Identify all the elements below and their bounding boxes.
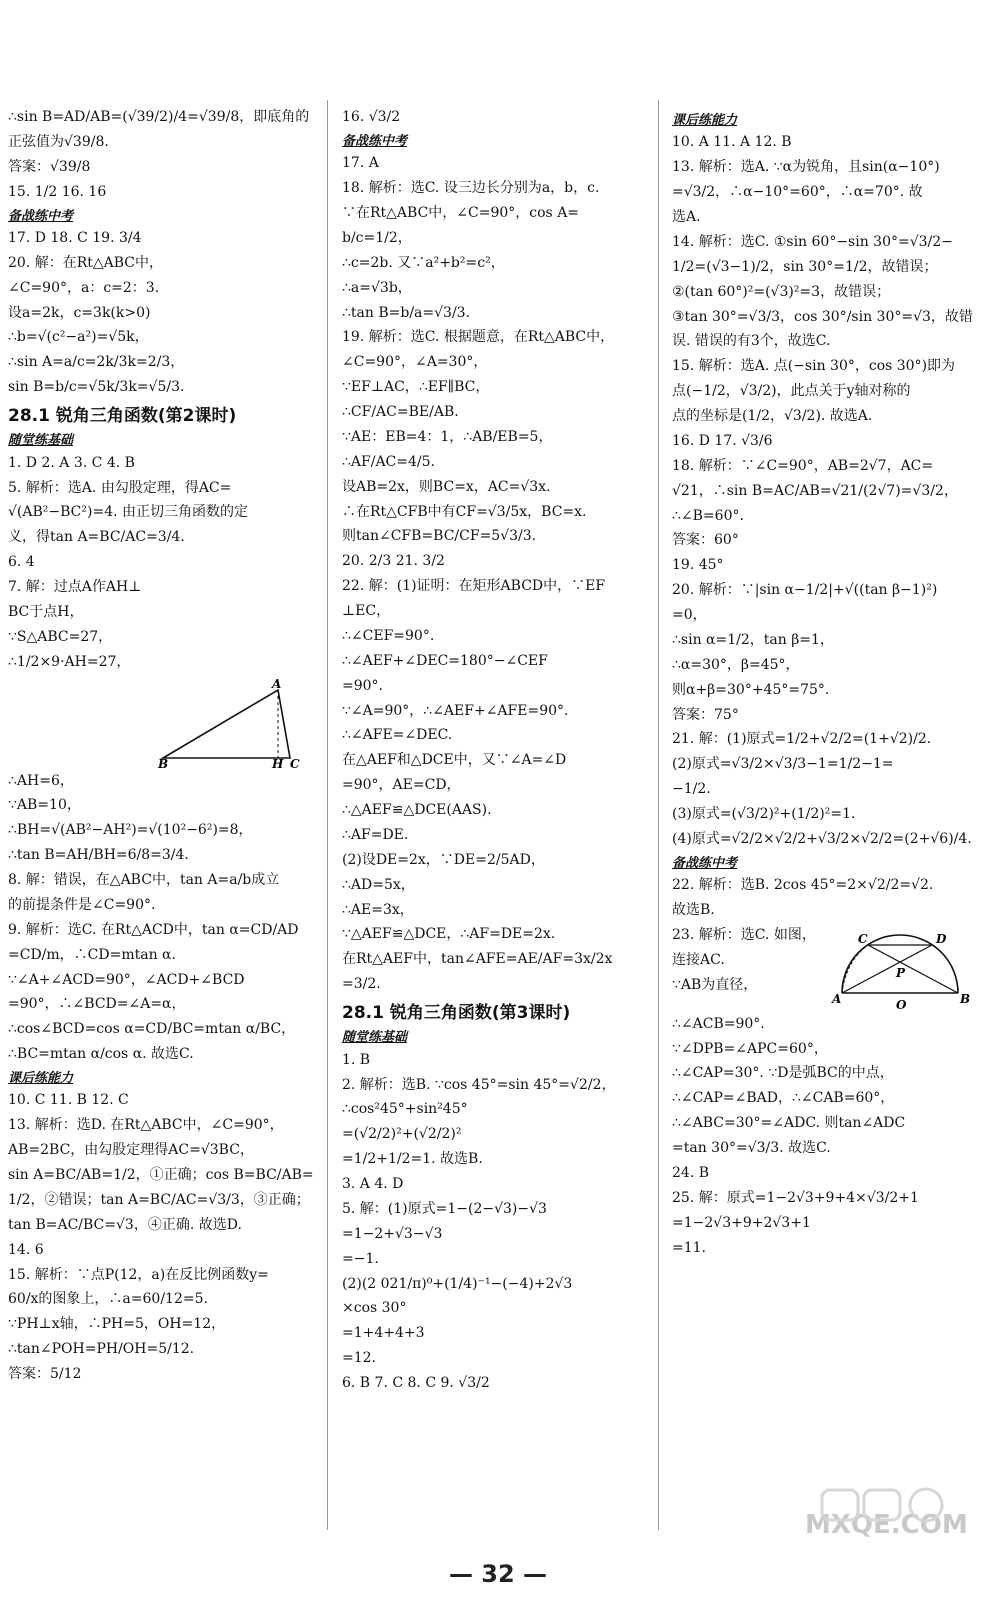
answer-column-3 bbox=[672, 108, 988, 1263]
answer-line: 故选B. bbox=[672, 902, 715, 919]
svg-text:O: O bbox=[896, 997, 907, 1012]
answer-line: sin A=BC/AB=1/2，①正确；cos B=BC/AB= bbox=[8, 1167, 314, 1184]
answer-line: =tan 30°=√3/3. 故选C. bbox=[672, 1140, 831, 1157]
answer-line: (3)原式=(√3/2)²+(1/2)²=1. bbox=[672, 806, 856, 823]
answer-line: ∵∠DPB=∠APC=60°， bbox=[672, 1040, 828, 1057]
answer-line: 误. 错误的有3个，故选C. bbox=[672, 333, 831, 350]
answer-line: ∴BH=√(AB²−AH²)=√(10²−6²)=8， bbox=[8, 822, 253, 839]
answer-line: 3. A 4. D bbox=[342, 1176, 404, 1193]
answer-line: 设AB=2x，则BC=x，AC=√3x. bbox=[342, 478, 551, 495]
answer-line: ∵△AEF≌△DCE，∴AF=DE=2x. bbox=[342, 926, 556, 943]
answer-line: ∴a=√3b， bbox=[342, 279, 412, 296]
answer-line: =11. bbox=[672, 1239, 706, 1256]
answer-line: 则α+β=30°+45°=75°. bbox=[672, 681, 830, 698]
answer-line: ∵PH⊥x轴，∴PH=5，OH=12， bbox=[8, 1316, 226, 1333]
section-heading: 28.1 锐角三角函数(第2课时) bbox=[8, 406, 237, 427]
answer-line: ∴AH=6， bbox=[8, 772, 74, 789]
answer-line: 10. A 11. A 12. B bbox=[672, 134, 792, 151]
answer-line: 18. 解析：选C. 设三边长分别为a，b，c. bbox=[342, 180, 600, 197]
answer-line: 16. √3/2 bbox=[342, 109, 401, 125]
answer-line: ∠C=90°，a：c=2：3. bbox=[8, 279, 160, 296]
answer-line: 22. 解析：选B. 2cos 45°=2×√2/2=√2. bbox=[672, 877, 934, 894]
answer-line: 20. 解析：∵|sin α−1/2|+√((tan β−1)²) bbox=[672, 582, 938, 599]
watermark-logo-icon bbox=[820, 1486, 970, 1526]
answer-line: 14. 6 bbox=[8, 1241, 44, 1258]
answer-line: 13. 解析：选D. 在Rt△ABC中，∠C=90°， bbox=[8, 1117, 284, 1134]
answer-line: BC于点H， bbox=[8, 603, 84, 620]
answer-line: ∴∠B=60°. bbox=[672, 507, 744, 524]
answer-line: 25. 解：原式=1−2√3+9+4×√3/2+1 bbox=[672, 1189, 919, 1206]
answer-line: ③tan 30°=√3/3，cos 30°/sin 30°=√3，故错 bbox=[672, 308, 973, 325]
answer-line: 正弦值为√39/8. bbox=[8, 133, 109, 150]
answer-line: 在Rt△AEF中，tan∠AFE=AE/AF=3x/2x bbox=[342, 951, 613, 968]
answer-line: 15. 1/2 16. 16 bbox=[8, 183, 107, 200]
answer-line: AB=2BC，由勾股定理得AC=√3BC， bbox=[8, 1142, 254, 1159]
answer-line: 8. 解：错误，在△ABC中，tan A=a/b成立 bbox=[8, 872, 280, 889]
answer-line: ∵∠A=90°，∴∠AEF+∠AFE=90°. bbox=[342, 702, 569, 719]
answer-line: ∴CF/AC=BE/AB. bbox=[342, 404, 459, 421]
semicircle-figure bbox=[832, 931, 972, 1011]
answer-line: ∴△AEF≌△DCE(AAS). bbox=[342, 802, 492, 819]
section-tag: 备战练中考 bbox=[672, 855, 738, 871]
answer-line: ∴c=2b. 又∵a²+b²=c²， bbox=[342, 254, 505, 271]
answer-line: =0， bbox=[672, 607, 707, 624]
answer-line: ∵EF⊥AC，∴EF∥BC， bbox=[342, 379, 490, 396]
answer-line: 6. B 7. C 8. C 9. √3/2 bbox=[342, 1375, 490, 1392]
answer-line: =CD/m，∴CD=mtan α. bbox=[8, 946, 176, 963]
column-divider bbox=[658, 100, 659, 1530]
answer-line: 义，得tan A=BC/AC=3/4. bbox=[8, 529, 185, 546]
answer-line: (4)原式=√2/2×√2/2+√3/2×√2/2=(2+√6)/4. bbox=[672, 830, 972, 847]
answer-line: ∴AF/AC=4/5. bbox=[342, 453, 435, 470]
answer-column-2 bbox=[342, 108, 642, 1399]
answer-line: =12. bbox=[342, 1350, 376, 1367]
answer-line: 22. 解：(1)证明：在矩形ABCD中，∵EF bbox=[342, 578, 606, 595]
answer-line: 17. A bbox=[342, 155, 379, 172]
answer-line: 60/x的图象上，∴a=60/12=5. bbox=[8, 1291, 208, 1308]
answer-line: ∴∠AFE=∠DEC. bbox=[342, 727, 453, 744]
answer-line: 点的坐标是(1/2，√3/2). 故选A. bbox=[672, 408, 873, 425]
section-tag: 随堂练基础 bbox=[8, 433, 74, 449]
answer-line: 设a=2k，c=3k(k>0) bbox=[8, 304, 151, 321]
answer-line: ∵AE：EB=4：1，∴AB/EB=5， bbox=[342, 428, 553, 445]
answer-line: =√3/2，∴α−10°=60°，∴α=70°. 故 bbox=[672, 184, 923, 201]
answer-line: =1−2+√3−√3 bbox=[342, 1225, 443, 1242]
answer-line: ⊥EC， bbox=[342, 603, 391, 620]
answer-line: sin B=b/c=√5k/3k=√5/3. bbox=[8, 379, 185, 396]
answer-line: (2)原式=√3/2×√3/3−1=1/2−1= bbox=[672, 756, 894, 773]
section-tag: 课后练能力 bbox=[672, 113, 738, 128]
answer-line: 9. 解析：选C. 在Rt△ACD中，tan α=CD/AD bbox=[8, 921, 299, 938]
column-divider bbox=[327, 100, 328, 1530]
answer-line: 17. D 18. C 19. 3/4 bbox=[8, 229, 142, 246]
answer-line: b/c=1/2， bbox=[342, 229, 412, 246]
answer-line: ∴∠ACB=90°. bbox=[672, 1015, 765, 1032]
triangle-figure bbox=[158, 676, 300, 771]
answer-line: 15. 解析：选A. 点(−sin 30°，cos 30°)即为 bbox=[672, 358, 956, 375]
section-tag: 随堂练基础 bbox=[342, 1030, 408, 1046]
answer-line: 6. 4 bbox=[8, 554, 35, 571]
answer-line: ∴∠CAP=∠BAD，∴∠CAB=60°， bbox=[672, 1090, 895, 1107]
answer-line: 23. 解析：选C. 如图， bbox=[672, 927, 816, 944]
answer-line: 答案：√39/8 bbox=[8, 158, 91, 175]
answer-line: 答案：75° bbox=[672, 706, 739, 723]
answer-line: =−1. bbox=[342, 1250, 379, 1267]
answer-line: ∴BC=mtan α/cos α. 故选C. bbox=[8, 1046, 194, 1063]
answer-line: (2)设DE=2x，∵DE=2/5AD， bbox=[342, 851, 545, 868]
answer-line: ∴tan B=b/a=√3/3. bbox=[342, 304, 471, 321]
answer-line: √(AB²−BC²)=4. 由正切三角函数的定 bbox=[8, 504, 248, 521]
answer-line: 20. 2/3 21. 3/2 bbox=[342, 553, 445, 570]
answer-line: √21，∴sin B=AC/AB=√21/(2√7)=√3/2， bbox=[672, 482, 958, 499]
answer-line: 1/2，②错误；tan A=BC/AC=√3/3，③正确； bbox=[8, 1191, 310, 1208]
answer-line: 1. B bbox=[342, 1051, 371, 1068]
answer-line: ∴AE=3x， bbox=[342, 901, 414, 918]
answer-line: 16. D 17. √3/6 bbox=[672, 432, 773, 449]
answer-line: ∴AD=5x， bbox=[342, 876, 415, 893]
answer-line: =3/2. bbox=[342, 976, 381, 993]
answer-line: 24. B bbox=[672, 1164, 710, 1181]
answer-line: ∴tan B=AH/BH=6/8=3/4. bbox=[8, 847, 189, 864]
answer-line: ∴b=√(c²−a²)=√5k， bbox=[8, 329, 149, 346]
answer-line: 7. 解：过点A作AH⊥ bbox=[8, 579, 142, 596]
svg-text:A: A bbox=[272, 676, 282, 691]
answer-line: 10. C 11. B 12. C bbox=[8, 1092, 129, 1109]
answer-line: ∴sin A=a/c=2k/3k=2/3， bbox=[8, 354, 185, 371]
answer-line: ∴1/2×9·AH=27， bbox=[8, 653, 131, 670]
answer-line: 5. 解析：选A. 由勾股定理，得AC= bbox=[8, 479, 232, 496]
svg-text:C: C bbox=[290, 756, 300, 771]
answer-line: 19. 45° bbox=[672, 557, 724, 574]
answer-line: ∴在Rt△CFB中有CF=√3/5x，BC=x. bbox=[342, 503, 587, 520]
answer-line: ∴cos²45°+sin²45° bbox=[342, 1101, 468, 1118]
svg-text:A: A bbox=[832, 991, 842, 1006]
answer-line: ∴AF=DE. bbox=[342, 826, 409, 843]
answer-line: ∵AB=10， bbox=[8, 797, 81, 814]
answer-line: ×cos 30° bbox=[342, 1300, 407, 1317]
answer-line: =90°，∴∠BCD=∠A=α， bbox=[8, 996, 186, 1013]
svg-text:B: B bbox=[960, 991, 971, 1006]
answer-line: 5. 解：(1)原式=1−(2−√3)−√3 bbox=[342, 1200, 547, 1217]
answer-line: 18. 解析：∵∠C=90°，AB=2√7，AC= bbox=[672, 457, 934, 474]
answer-line: 答案：5/12 bbox=[8, 1366, 82, 1383]
answer-line: ∵AB为直径， bbox=[672, 976, 758, 993]
watermark-text: MXQE.COM bbox=[805, 1510, 968, 1540]
answer-line: ∵∠A+∠ACD=90°，∠ACD+∠BCD bbox=[8, 971, 245, 988]
section-tag: 备战练中考 bbox=[8, 208, 74, 224]
answer-line: tan B=AC/BC=√3，④正确. 故选D. bbox=[8, 1216, 242, 1233]
answer-line: ∴∠CAP=30°. ∵D是弧BC的中点， bbox=[672, 1065, 894, 1082]
svg-text:H: H bbox=[272, 756, 284, 771]
answer-line: ∵在Rt△ABC中，∠C=90°，cos A= bbox=[342, 205, 580, 222]
answer-line: =90°. bbox=[342, 677, 383, 694]
answer-line: ∴∠CEF=90°. bbox=[342, 627, 435, 644]
answer-line: 选A. bbox=[672, 209, 701, 226]
answer-line: 的前提条件是∠C=90°. bbox=[8, 896, 156, 913]
answer-line: 答案：60° bbox=[672, 532, 739, 549]
answer-line: =1/2+1/2=1. 故选B. bbox=[342, 1151, 483, 1168]
page-number: — 32 — bbox=[448, 1560, 548, 1588]
answer-line: 在△AEF和△DCE中，又∵∠A=∠D bbox=[342, 752, 567, 769]
answer-line: =1−2√3+9+2√3+1 bbox=[672, 1214, 811, 1231]
section-tag: 备战练中考 bbox=[342, 133, 408, 149]
answer-line: ∴∠AEF+∠DEC=180°−∠CEF bbox=[342, 652, 548, 669]
answer-line: ∴sin B=AD/AB=(√39/2)/4=√39/8，即底角的 bbox=[8, 109, 310, 125]
answer-line: 1/2=(√3−1)/2，sin 30°=1/2，故错误； bbox=[672, 258, 938, 275]
answer-line: ②(tan 60°)²=(√3)²=3，故错误； bbox=[672, 283, 891, 300]
answer-line: 连接AC. bbox=[672, 951, 725, 968]
svg-text:C: C bbox=[858, 931, 868, 946]
answer-column-1 bbox=[8, 108, 313, 1390]
answer-line: ∴sin α=1/2，tan β=1， bbox=[672, 631, 834, 648]
answer-line: 则tan∠CFB=BC/CF=5√3/3. bbox=[342, 528, 537, 545]
answer-line: 14. 解析：选C. ①sin 60°−sin 30°=√3/2− bbox=[672, 233, 953, 250]
answer-line: 2. 解析：选B. ∵cos 45°=sin 45°=√2/2， bbox=[342, 1076, 616, 1093]
section-heading: 28.1 锐角三角函数(第3课时) bbox=[342, 1003, 571, 1024]
answer-line: 点(−1/2，√3/2)，此点关于y轴对称的 bbox=[672, 383, 911, 400]
answer-line: 19. 解析：选C. 根据题意，在Rt△ABC中， bbox=[342, 329, 615, 346]
answer-line: 21. 解：(1)原式=1/2+√2/2=(1+√2)/2. bbox=[672, 731, 932, 748]
answer-line: =1+4+4+3 bbox=[342, 1325, 425, 1342]
answer-line: ∠C=90°，∠A=30°， bbox=[342, 354, 488, 371]
svg-text:P: P bbox=[896, 965, 906, 980]
svg-text:B: B bbox=[158, 756, 169, 771]
answer-line: 15. 解析：∵点P(12，a)在反比例函数y= bbox=[8, 1266, 269, 1283]
answer-line: 13. 解析：选A. ∵α为锐角，且sin(α−10°) bbox=[672, 159, 940, 176]
answer-line: (2)(2 021/π)⁰+(1/4)⁻¹−(−4)+2√3 bbox=[342, 1275, 573, 1292]
answer-line: =(√2/2)²+(√2/2)² bbox=[342, 1126, 462, 1143]
answer-line: 20. 解：在Rt△ABC中， bbox=[8, 254, 164, 271]
answer-line: −1/2. bbox=[672, 781, 711, 798]
answer-line: ∴∠ABC=30°=∠ADC. 则tan∠ADC bbox=[672, 1115, 906, 1132]
answer-line: 1. D 2. A 3. C 4. B bbox=[8, 454, 135, 471]
answer-line: ∴cos∠BCD=cos α=CD/BC=mtan α/BC， bbox=[8, 1021, 296, 1038]
answer-line: ∴α=30°，β=45°， bbox=[672, 656, 800, 673]
svg-text:D: D bbox=[936, 931, 947, 946]
answer-line: ∵S△ABC=27， bbox=[8, 628, 113, 645]
answer-line: ∴tan∠POH=PH/OH=5/12. bbox=[8, 1341, 195, 1358]
answer-line: =90°，AE=CD， bbox=[342, 777, 461, 794]
section-tag: 课后练能力 bbox=[8, 1071, 74, 1087]
